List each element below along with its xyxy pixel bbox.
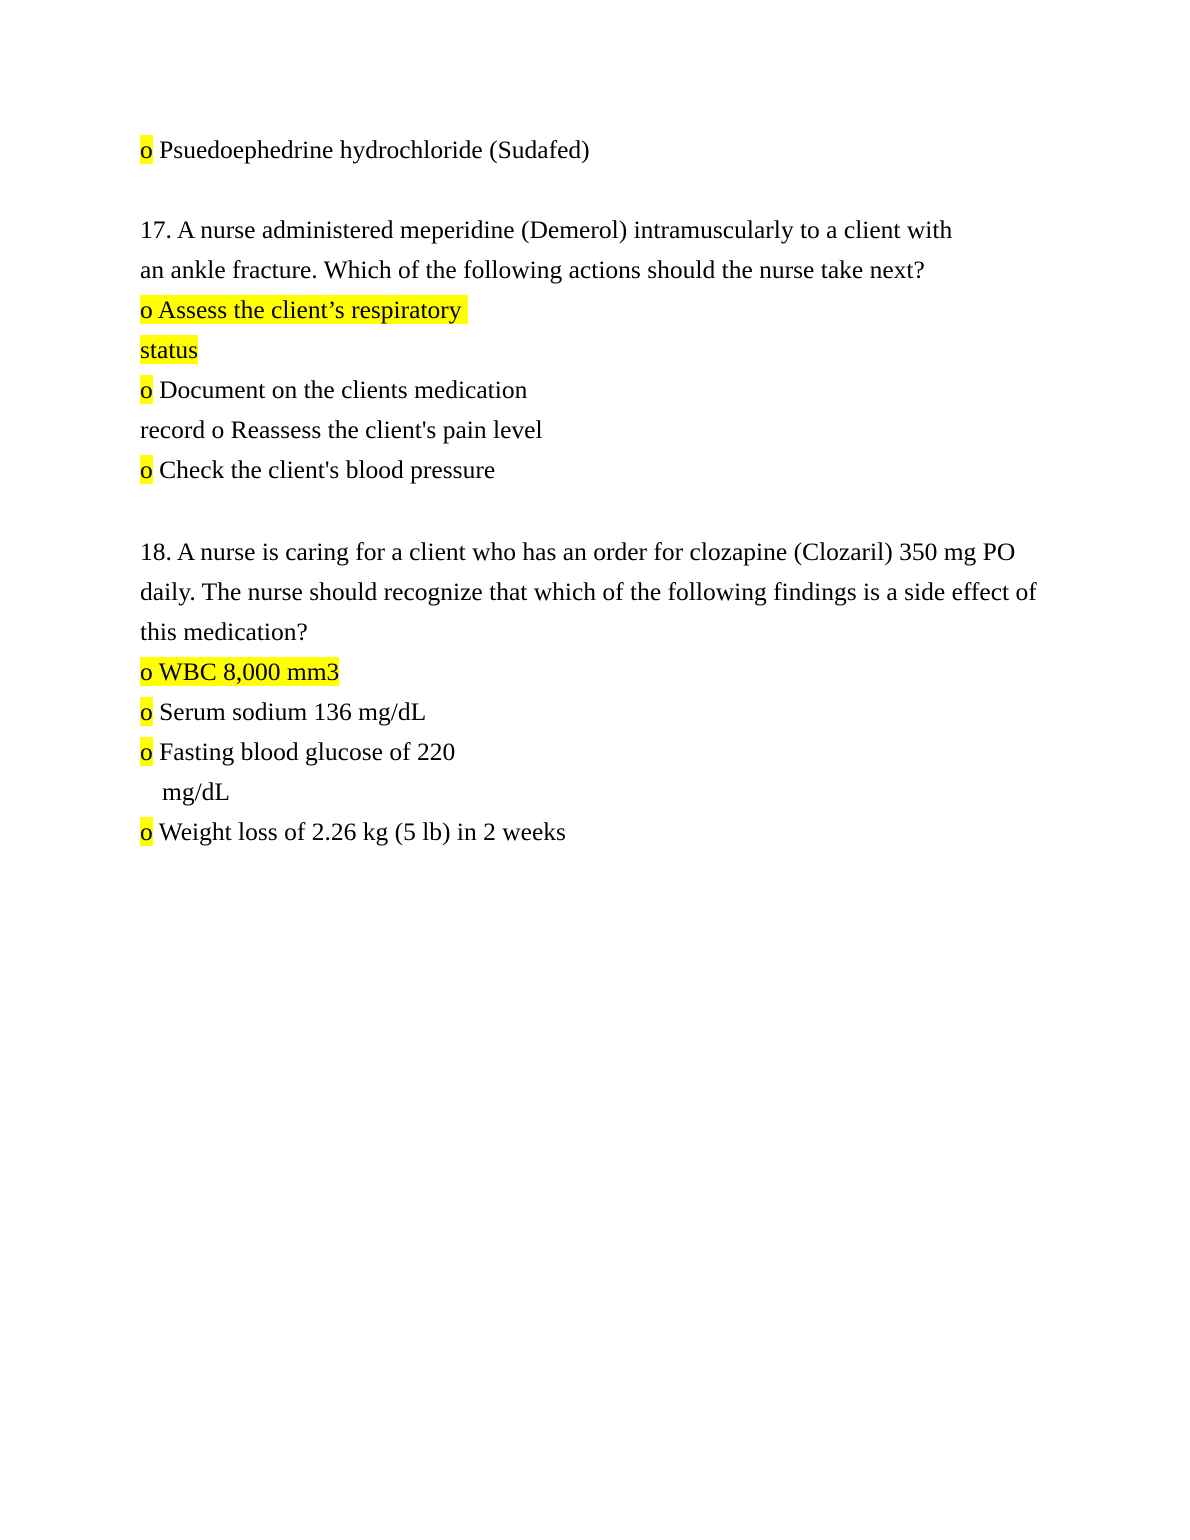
question-17-option-b-continued [140, 410, 1060, 450]
list-item-text: Assess the client’s respiratory [152, 295, 468, 324]
paragraph-spacer [140, 490, 1060, 532]
list-bullet: o [140, 135, 153, 164]
list-item [140, 130, 1060, 170]
document-body [140, 130, 1060, 852]
question-17-option-d [140, 450, 1060, 490]
list-item-text: Fasting blood glucose of 220 [152, 737, 456, 766]
list-item-text: Serum sodium 136 mg/dL [152, 697, 427, 726]
list-bullet: o [140, 697, 153, 726]
list-item-text: record o Reassess the client's pain level [140, 415, 543, 444]
question-18-stem-line-1: 18. A nurse is caring for a client who has an order for clozapine (Clozaril) 350 mg PO [140, 537, 1016, 566]
question-18-option-c [140, 732, 1060, 772]
question-18-option-d [140, 812, 1060, 852]
question-17-stem-line-1: 17. A nurse administered meperidine (Demerol) intramuscularly to a client with [140, 215, 953, 244]
question-18-option-c-continued [140, 772, 1060, 812]
list-item-text: WBC 8,000 mm3 [152, 657, 340, 686]
question-17-option-a-continued [140, 330, 1060, 370]
question-17-option-a [140, 290, 1060, 330]
question-17-option-b [140, 370, 1060, 410]
list-item-text: Check the client's blood pressure [152, 455, 496, 484]
list-bullet: o [140, 657, 153, 686]
list-item-text: Document on the clients medication [152, 375, 528, 404]
question-18-option-a [140, 652, 1060, 692]
list-bullet: o [140, 817, 153, 846]
question-17-stem-line-2: an ankle fracture. Which of the following actions should the nurse take next? [140, 255, 925, 284]
list-bullet: o [140, 295, 153, 324]
question-18-stem-line-3: this medication? [140, 617, 308, 646]
list-bullet: o [140, 455, 153, 484]
question-18-option-b [140, 692, 1060, 732]
list-bullet: o [140, 375, 153, 404]
list-item-text: mg/dL [162, 777, 230, 806]
list-item-text: status [140, 335, 199, 364]
list-item-text: Psuedoephedrine hydrochloride (Sudafed) [152, 135, 590, 164]
paragraph-spacer [140, 170, 1060, 210]
list-bullet: o [140, 737, 153, 766]
question-18-stem-line-2: daily. The nurse should recognize that which of the following findings is a side effect of [140, 577, 1037, 606]
list-item-text: Weight loss of 2.26 kg (5 lb) in 2 weeks [152, 817, 566, 846]
